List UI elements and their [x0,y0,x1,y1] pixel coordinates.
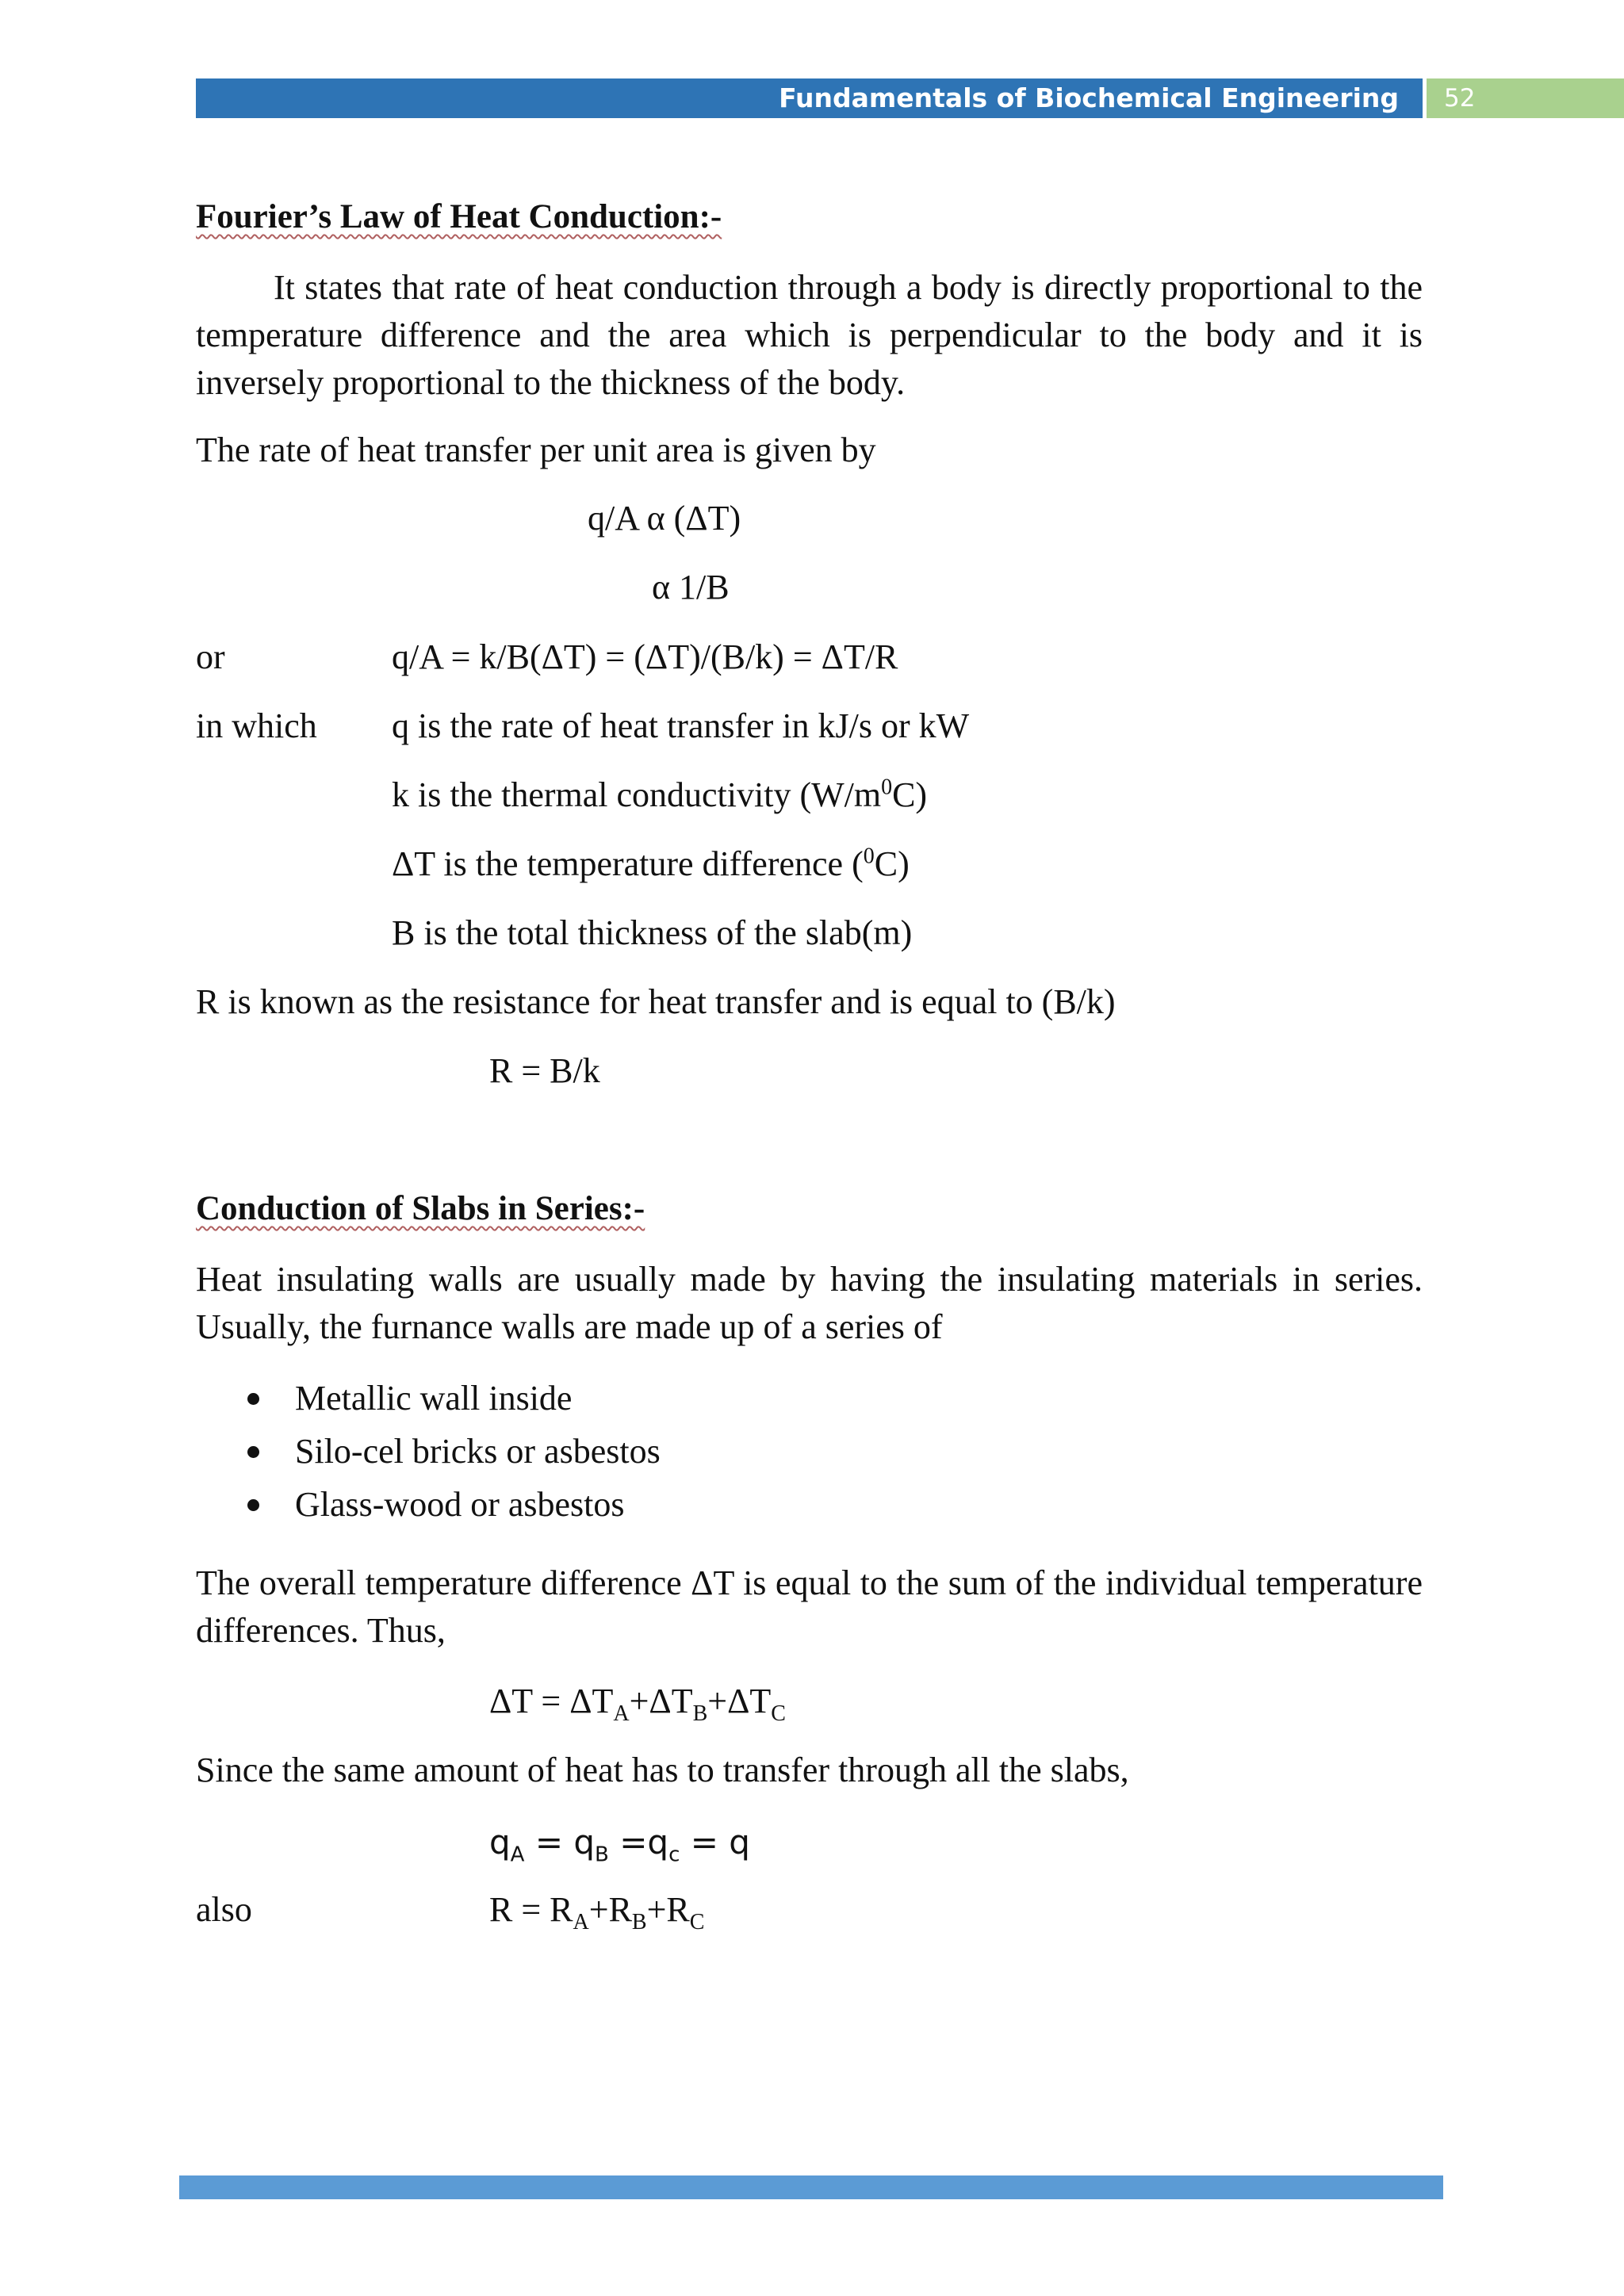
header-title: Fundamentals of Biochemical Engineering [779,82,1399,113]
header-bar [196,78,1423,118]
list-item: Glass-wood or asbestos [238,1478,661,1531]
page-number-box [1427,78,1624,118]
rate-statement: The rate of heat transfer per unit area is given by [196,430,876,469]
heat-flow-equation: $q_A = q_B =q_c = q$ [489,1823,750,1867]
resistance-statement: R is known as the resistance for heat transfer and is equal to (B/k) [196,982,1116,1021]
proportionality-1: q/A α (ΔT) [588,499,741,538]
bullet-icon [247,1393,259,1405]
slabs-intro-paragraph: Heat insulating walls are usually made by having the insulating materials in series. Usually, the furnance walls are made up of a series of [196,1260,1423,1346]
same-heat-statement: Since the same amount of heat has to transfer through all the slabs, [196,1751,1129,1789]
section-heading-fourier: Fourier’s Law of Heat Conduction:- [196,198,722,235]
list-item: Metallic wall inside [238,1372,661,1425]
section-heading-slabs: Conduction of Slabs in Series:- [196,1190,645,1227]
also-label: also [196,1890,252,1929]
fourier-equation: q/A = k/B(ΔT) = (ΔT)/(B/k) = ΔT/R [392,637,898,676]
footer-bar [179,2175,1443,2199]
proportionality-2: α 1/B [652,568,730,607]
or-label: or [196,637,225,676]
definition-b: B is the total thickness of the slab(m) [392,913,913,952]
definition-delta-t: ΔT is the temperature difference ($^0$C) [392,844,910,883]
wall-layers-list [238,1372,661,1531]
resistance-sum-equation: $R = R_A+R_B+R_C$ [489,1890,705,1934]
bullet-icon [247,1499,259,1511]
fourier-intro-paragraph: It states that rate of heat conduction through a body is directly proportional to the temperature difference and the area which is perpendicular to the body and it is inversely proportional to the thickness of the body. [196,268,1423,402]
definition-q: q is the rate of heat transfer in kJ/s or kW [392,706,970,745]
list-item: Silo-cel bricks or asbestos [238,1425,661,1478]
page-number: 52 [1444,84,1476,113]
resistance-equation: R = B/k [489,1051,600,1090]
overall-temperature-paragraph: The overall temperature difference ΔT is equal to the sum of the individual temperature differences. Thus, [196,1563,1423,1650]
in-which-label: in which [196,706,317,745]
delta-t-equation: $\Delta T = \Delta T_A+\Delta T_B+\Delta T_C$ [489,1682,786,1726]
definition-k: k is the thermal conductivity $(W/m^0C)$ [392,775,928,814]
bullet-icon [247,1446,259,1458]
